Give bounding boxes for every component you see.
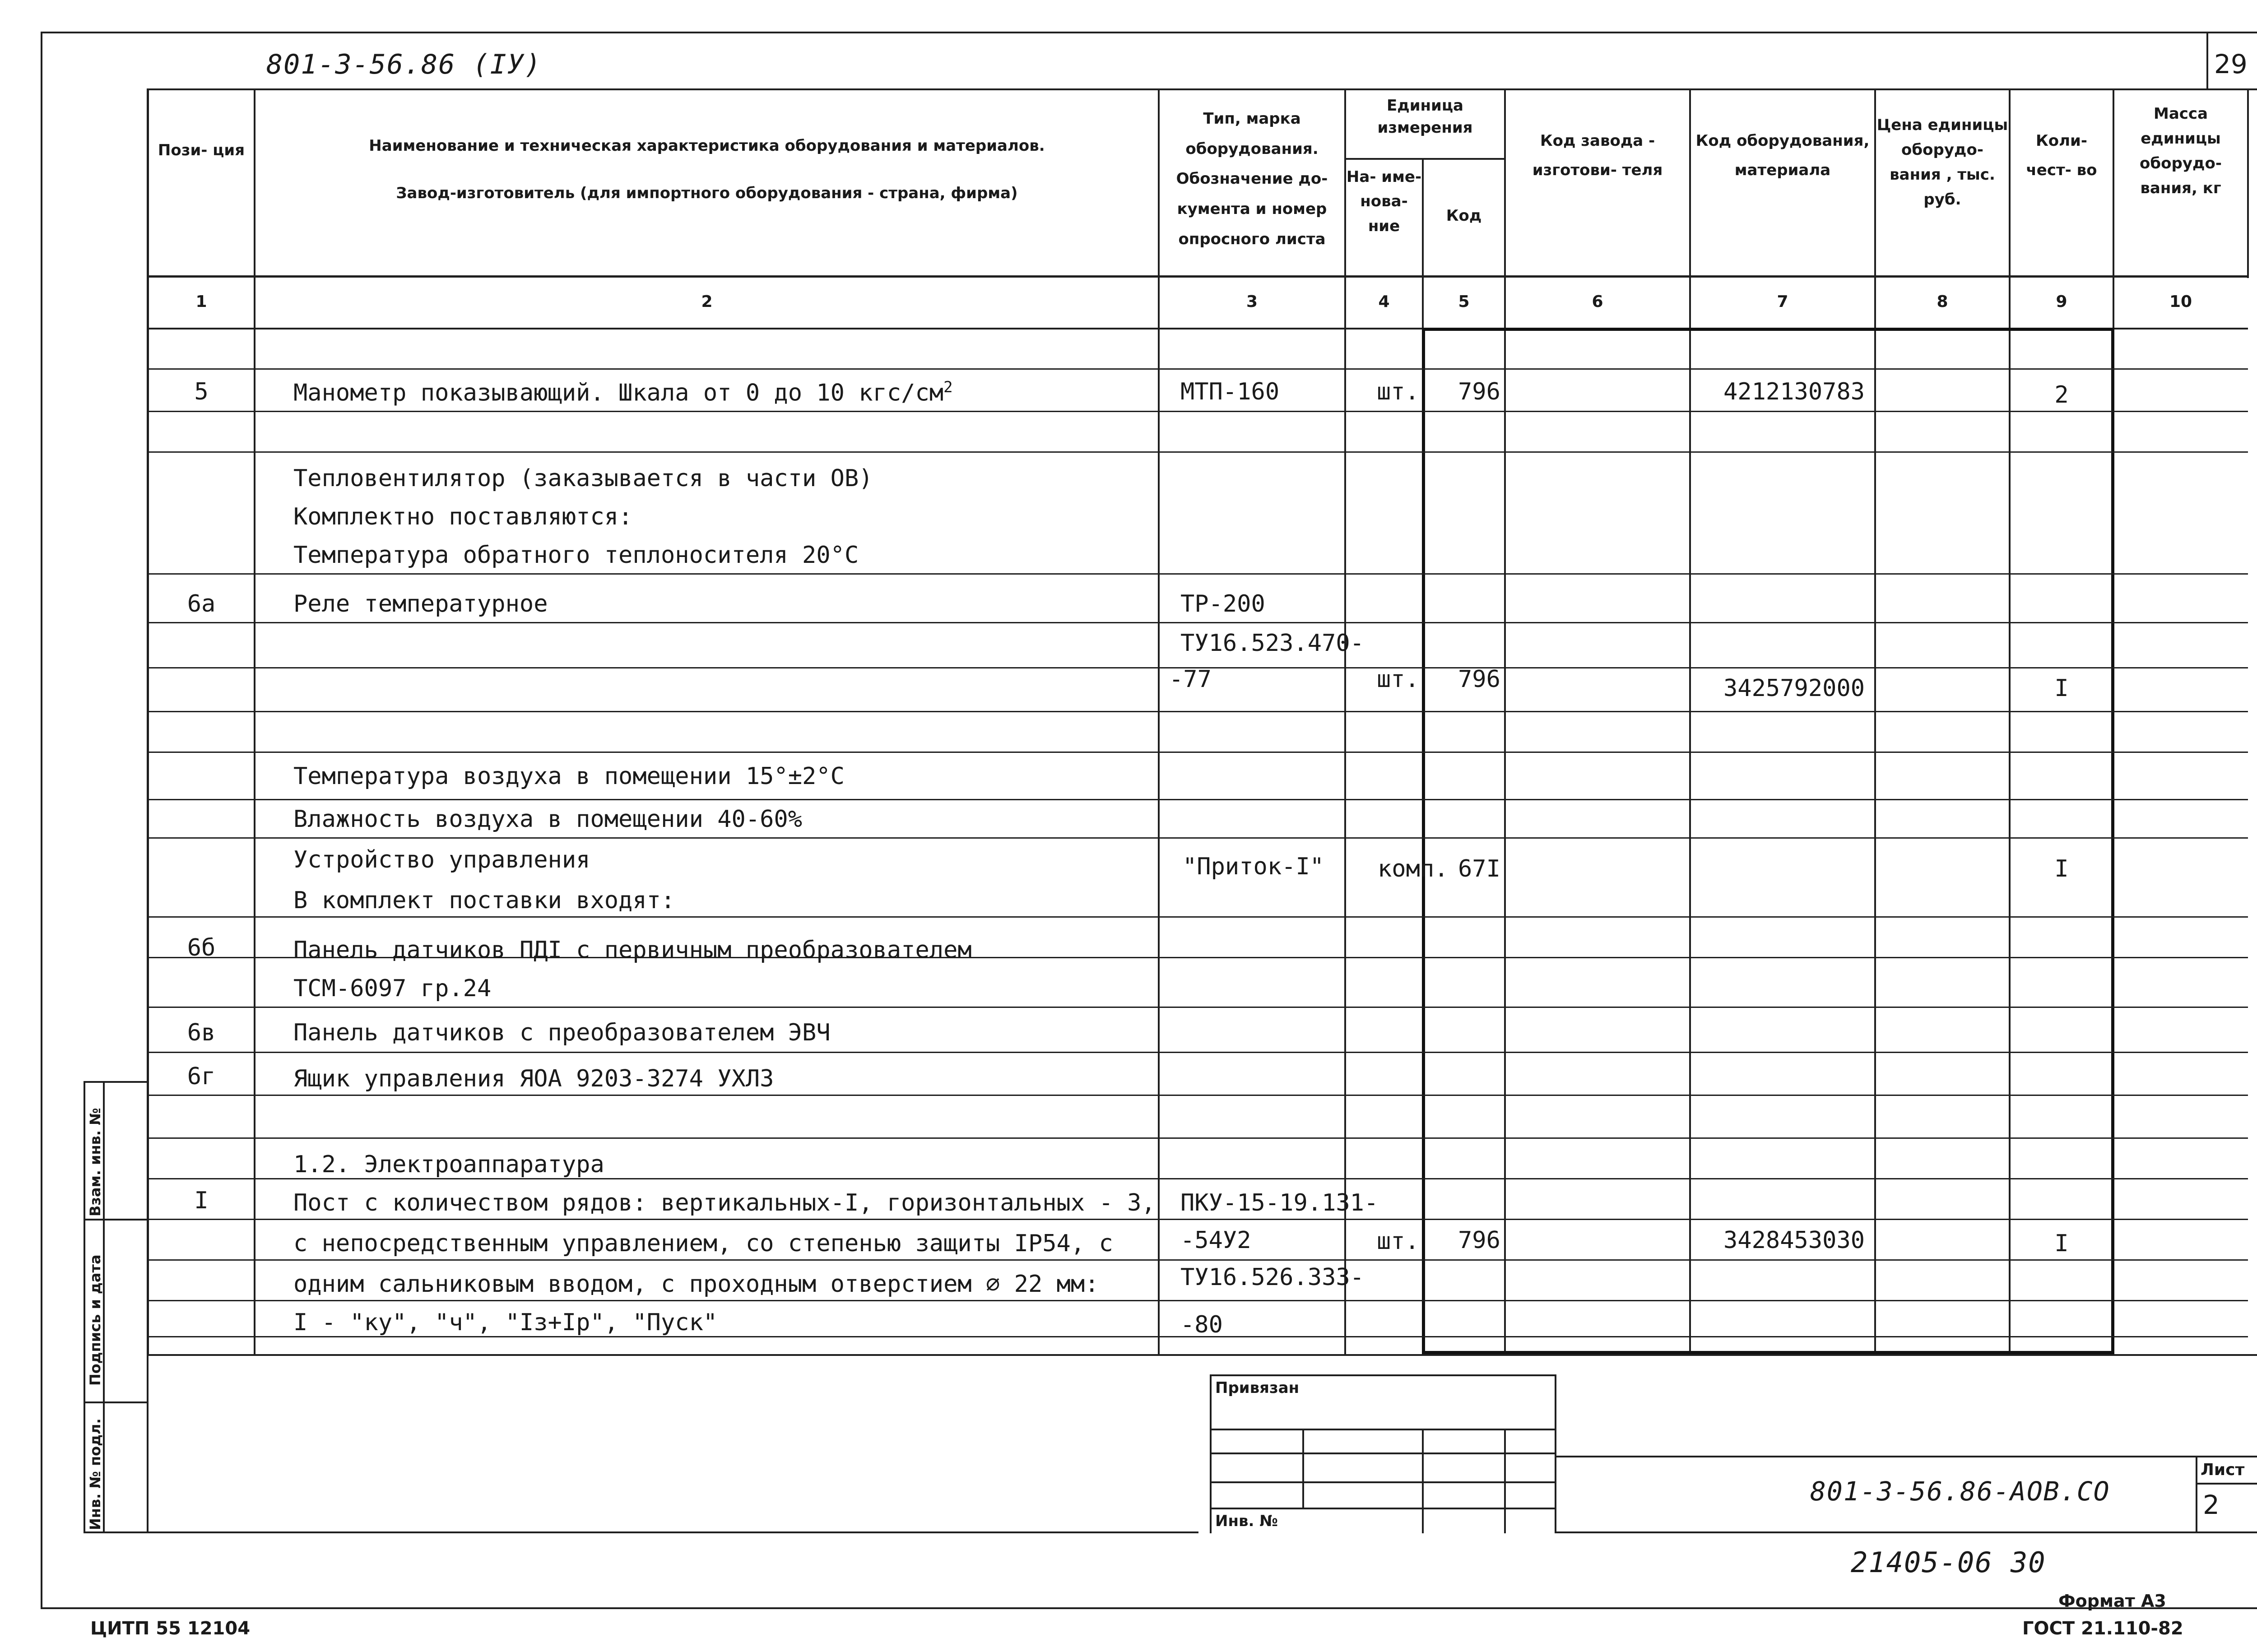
col-number-7: 7	[1777, 292, 1788, 311]
table-row-line	[147, 1259, 2248, 1261]
row-1-name-1: Пост с количеством рядов: вертикальных-I, горизонтальных - 3,	[293, 1189, 1156, 1216]
header-equip-code: Код оборудования, материала	[1695, 132, 1870, 179]
header-unit-code: Код	[1446, 207, 1482, 225]
table-row-line	[147, 799, 2248, 800]
row-6a-position: 6а	[187, 590, 216, 617]
title-block-bottom	[1555, 1531, 2257, 1533]
frame-bottom	[41, 1607, 2257, 1609]
row-6v-position: 6в	[187, 1019, 216, 1046]
table-row-line	[147, 451, 2248, 453]
row-vlazhnost: Влажность воздуха в помещении 40-60%	[293, 806, 803, 833]
row-1-qty: I	[2054, 1230, 2069, 1257]
col-number-1: 1	[195, 292, 207, 311]
gost-label: ГОСТ 21.110-82	[2022, 1618, 2183, 1639]
row-5-equip-code: 4212130783	[1723, 378, 1865, 405]
col-number-5: 5	[1458, 292, 1470, 311]
header-name-line1: Наименование и техническая характеристика оборудования и материалов.	[369, 137, 1045, 155]
table-bottom-line	[147, 1354, 2257, 1356]
citp-label: ЦИТП 55 12104	[90, 1618, 251, 1639]
col-line-1	[254, 88, 255, 1354]
row-ustroystvo-code: 67I	[1458, 855, 1500, 882]
row-1-type-4: -80	[1180, 1311, 1223, 1338]
header-position: Пози- ция	[158, 141, 245, 159]
qty-box	[1422, 328, 2114, 1354]
privyazan-label: Привязан	[1215, 1379, 1300, 1397]
side-stamp-right	[147, 1081, 149, 1533]
row-6v-name: Панель датчиков с преобразователем ЭВЧ	[293, 1019, 831, 1046]
list-label-line	[2196, 1483, 2257, 1485]
table-row-line	[147, 837, 2248, 839]
label-podpis: Подпись и дата	[87, 1254, 104, 1386]
row-v-komplekt: В комплект поставки входят:	[293, 887, 675, 914]
row-5-unit: шт.	[1377, 378, 1419, 405]
table-row-line	[147, 1095, 2248, 1096]
row-6a-qty: I	[2054, 675, 2069, 702]
handwritten-number: 21405-06 30	[1851, 1546, 2046, 1579]
col-line-10	[2247, 88, 2249, 278]
list-divider	[2196, 1456, 2197, 1533]
bottom-stamp-baseline-left	[147, 1531, 1198, 1533]
row-6a-type-77: -77	[1169, 666, 1212, 693]
table-row-line	[147, 1178, 2248, 1179]
page-number-divider	[2206, 32, 2208, 90]
row-elektroapparatura: 1.2. Электроаппаратура	[293, 1151, 604, 1178]
col-number-2: 2	[701, 292, 713, 311]
inv-no-label: Инв. №	[1215, 1512, 1278, 1530]
side-stamp-left	[84, 1081, 85, 1533]
row-6b-position: 6б	[187, 934, 216, 961]
row-5-qty: 2	[2054, 381, 2069, 408]
side-stamp-top	[84, 1081, 147, 1083]
col-number-3: 3	[1246, 292, 1258, 311]
row-6a-name: Реле температурное	[293, 590, 548, 617]
format-label: Формат А3	[2058, 1591, 2166, 1611]
row-ustroystvo-unit: комп.	[1378, 855, 1449, 882]
list-label: Лист	[2201, 1461, 2245, 1479]
row-temp-vozduha: Температура воздуха в помещении 15°±2°C	[293, 763, 845, 790]
row-5-code: 796	[1458, 378, 1500, 405]
row-ustroystvo-qty: I	[2054, 855, 2069, 882]
row-6b-name-2: ТСМ-6097 гр.24	[293, 975, 492, 1002]
unit-group-line	[1344, 158, 1506, 160]
header-type: Тип, марка оборудования. Обозначение до- кумента и номер опросного листа	[1176, 110, 1328, 248]
table-row-line	[147, 1137, 2248, 1139]
label-inv-podl: Инв. № подл.	[87, 1418, 104, 1530]
row-1-type-3: ТУ16.526.333-	[1180, 1264, 1364, 1291]
side-stamp-bottom	[84, 1531, 147, 1533]
col-line-2	[1158, 88, 1160, 1354]
row-komplektno: Комплектно поставляются:	[293, 503, 633, 530]
list-number: 2	[2203, 1490, 2220, 1520]
row-6g-name: Ящик управления ЯОА 9203-3274 УХЛ3	[293, 1065, 774, 1092]
privyazan-col-2	[1422, 1429, 1424, 1533]
row-6a-equip-code: 3425792000	[1723, 675, 1865, 702]
table-row-line	[147, 1007, 2248, 1008]
table-row-line	[147, 916, 2248, 918]
header-name-line2: Завод-изготовитель (для импортного оборудования - страна, фирма)	[396, 184, 1018, 202]
side-stamp-div-1	[84, 1219, 147, 1220]
table-top-line	[147, 88, 2257, 90]
table-row-line	[147, 622, 2248, 623]
header-mass: Масса единицы оборудо- вания, кг	[2140, 105, 2222, 198]
doc-code-top: 801-3-56.86 (IУ)	[266, 49, 542, 80]
row-5-name: Манометр показывающий. Шкала от 0 до 10 кгс/$см^2$	[293, 378, 953, 407]
table-row-line	[147, 1052, 2248, 1053]
row-1-equip-code: 3428453030	[1723, 1227, 1865, 1254]
row-1-name-4: I - "ку", "ч", "Iз+Iр", "Пуск"	[293, 1309, 718, 1336]
col-number-9: 9	[2056, 292, 2067, 311]
row-1-code: 796	[1458, 1227, 1500, 1254]
header-unit-name: На- име- нова- ние	[1346, 168, 1422, 235]
table-row-line	[147, 573, 2248, 575]
header-price: Цена единицы оборудо- вания , тыс. руб.	[1876, 116, 2008, 209]
row-6b-name: Панель датчиков ПДI с первичным преобразователем	[293, 937, 972, 964]
frame-left	[41, 32, 42, 1609]
title-block-top	[1555, 1456, 2257, 1457]
col-number-10: 10	[2169, 292, 2192, 311]
row-5-position: 5	[194, 378, 209, 405]
table-row-line	[147, 368, 2248, 370]
header-unit-group: Единица измерения	[1377, 97, 1473, 137]
row-teploventilyator: Тепловентилятор (заказывается в части ОВ)	[293, 465, 873, 492]
row-6a-unit: шт.	[1377, 666, 1419, 693]
table-row-line	[147, 411, 2248, 412]
title-doc-code: 801-3-56.86-АОВ.СО	[1810, 1476, 2110, 1507]
row-ustroystvo-type: "Приток-I"	[1183, 853, 1324, 880]
col-number-8: 8	[1937, 292, 1948, 311]
privyazan-col-3	[1504, 1429, 1506, 1533]
col-number-6: 6	[1592, 292, 1603, 311]
row-1-unit: шт.	[1377, 1228, 1419, 1255]
frame-top	[41, 32, 2257, 33]
row-6g-position: 6г	[187, 1063, 216, 1090]
row-1-name-2: с непосредственным управлением, со степенью защиты IP54, с	[293, 1230, 1113, 1257]
row-5-type: МТП-160	[1180, 378, 1280, 405]
row-temp-obr: Температура обратного теплоносителя 20°C	[293, 542, 859, 569]
row-1-position: I	[194, 1187, 209, 1214]
row-6a-type-tu: ТУ16.523.470-	[1180, 630, 1364, 657]
table-row-line	[147, 1300, 2248, 1301]
label-vzam: Взам. инв. №	[87, 1108, 104, 1216]
row-6a-type: ТР-200	[1180, 590, 1265, 617]
page-number-top: 29	[2214, 49, 2248, 79]
col-number-4: 4	[1378, 292, 1390, 311]
side-stamp-div-2	[84, 1401, 147, 1403]
header-factory-code: Код завода - изготови- теля	[1532, 132, 1663, 179]
row-1-type-1: ПКУ-15-19.131-	[1180, 1189, 1379, 1216]
row-6a-code: 796	[1458, 666, 1500, 693]
privyazan-top	[1210, 1374, 1556, 1376]
table-row-line	[147, 752, 2248, 753]
header-quantity: Коли- чест- во	[2026, 132, 2097, 179]
privyazan-col-1	[1302, 1429, 1304, 1509]
row-1-name-3: одним сальниковым вводом, с проходным отверстием ∅ 22 мм:	[293, 1271, 1099, 1298]
row-ustroystvo-name: Устройство управления	[293, 846, 590, 873]
col-line-3	[1344, 88, 1346, 1354]
table-row-line	[147, 711, 2248, 712]
row-1-type-2: -54У2	[1180, 1227, 1251, 1254]
table-row-line	[147, 1219, 2248, 1220]
header-bottom-line	[147, 275, 2248, 278]
